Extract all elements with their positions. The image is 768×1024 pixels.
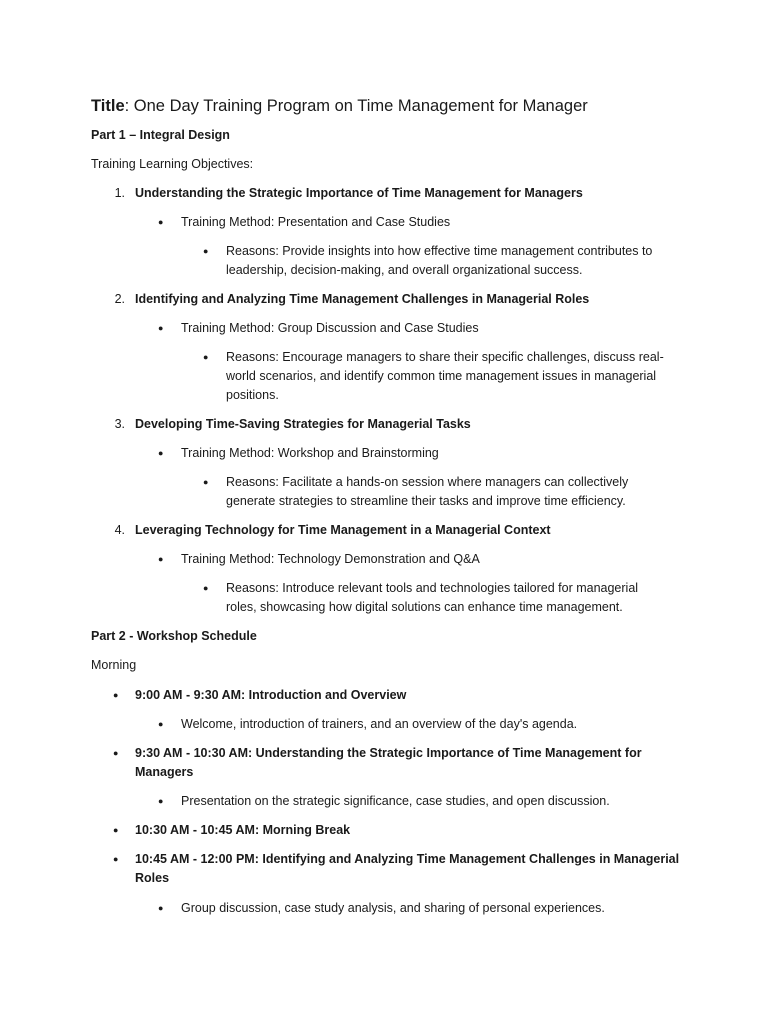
bullet-icon: ● [113,748,119,758]
bullet-icon: ● [203,583,209,593]
part1-heading: Part 1 – Integral Design [91,128,230,142]
schedule-item-title: 10:45 AM - 12:00 PM: Identifying and Analyzing Time Management Challenges in Managerial [135,852,680,866]
schedule-period: Morning [91,658,137,672]
bullet-icon: ● [113,854,119,864]
objective-method: Training Method: Group Discussion and Case Studies [181,321,479,335]
objective-number: 3. [114,417,125,431]
objective-method: Training Method: Technology Demonstration and Q&A [181,552,480,566]
bullet-icon: ● [203,477,209,487]
objective-method: Training Method: Workshop and Brainstorming [181,446,439,460]
title-label: Title [91,97,125,115]
objective-title: Identifying and Analyzing Time Management Challenges in Managerial Roles [135,292,590,306]
title-text: : One Day Training Program on Time Management for Manager [124,97,588,115]
bullet-icon: ● [203,352,209,362]
objective-reason-line: leadership, decision-making, and overall organizational success. [226,263,583,277]
objective-reason-line: world scenarios, and identify common time management issues in managerial [226,369,657,383]
bullet-icon: ● [113,825,119,835]
schedule-item-title: 10:30 AM - 10:45 AM: Morning Break [135,823,351,837]
bullet-icon: ● [158,796,164,806]
objective-title: Leveraging Technology for Time Management in a Managerial Context [135,523,551,537]
objective-reason-line: roles, showcasing how digital solutions can enhance time management. [226,600,623,614]
objective-reason-line: Reasons: Provide insights into how effective time management contributes to [226,244,653,258]
schedule-item-title: 9:00 AM - 9:30 AM: Introduction and Overview [135,688,407,702]
schedule-item-title: Roles [135,871,170,885]
objective-method: Training Method: Presentation and Case Studies [181,215,451,229]
objective-reason-line: Reasons: Encourage managers to share their specific challenges, discuss real- [226,350,664,364]
schedule-item-detail: Welcome, introduction of trainers, and an overview of the day's agenda. [181,717,578,731]
schedule-item-title: Managers [135,765,194,779]
objective-reason-line: generate strategies to streamline their tasks and improve time efficiency. [226,494,626,508]
objective-number: 1. [114,186,125,200]
bullet-icon: ● [158,719,164,729]
bullet-icon: ● [113,690,119,700]
objective-reason-line: positions. [226,388,279,402]
schedule-item-detail: Group discussion, case study analysis, and sharing of personal experiences. [181,901,605,915]
schedule-item-detail: Presentation on the strategic significance, case studies, and open discussion. [181,794,610,808]
part2-heading: Part 2 - Workshop Schedule [91,629,257,643]
objective-reason-line: Reasons: Facilitate a hands-on session where managers can collectively [226,475,629,489]
schedule-item-title: 9:30 AM - 10:30 AM: Understanding the Strategic Importance of Time Management for [135,746,642,760]
objective-number: 4. [114,523,125,537]
bullet-icon: ● [158,554,164,564]
objective-title: Developing Time-Saving Strategies for Managerial Tasks [135,417,471,431]
document-title [91,95,588,117]
bullet-icon: ● [158,903,164,913]
bullet-icon: ● [203,246,209,256]
objective-number: 2. [114,292,125,306]
objective-reason-line: Reasons: Introduce relevant tools and technologies tailored for managerial [226,581,639,595]
objective-title: Understanding the Strategic Importance of Time Management for Managers [135,186,583,200]
bullet-icon: ● [158,217,164,227]
bullet-icon: ● [158,323,164,333]
objectives-intro: Training Learning Objectives: [91,157,254,171]
bullet-icon: ● [158,448,164,458]
